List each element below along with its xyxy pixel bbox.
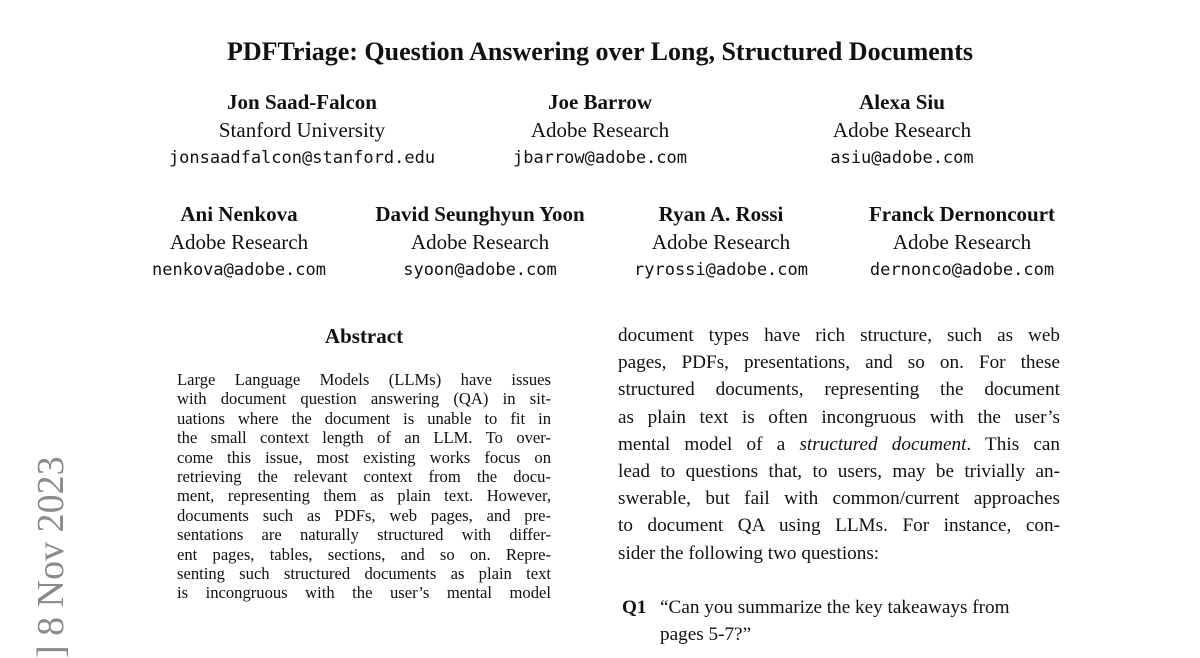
author-name: Franck Dernoncourt [868, 202, 1056, 226]
author-affiliation: Adobe Research [832, 118, 972, 142]
author-affiliation: Adobe Research [530, 118, 670, 142]
body-line: document types have rich structure, such as web [618, 325, 1060, 346]
question-text-continued: pages 5-7?” [660, 624, 752, 646]
author-affiliation: Adobe Research [169, 230, 309, 254]
body-text: . This can [966, 433, 1060, 455]
abstract-line: senting such structured documents as plain text [177, 564, 551, 584]
abstract-body [177, 370, 551, 603]
abstract-line: uations where the document is unable to fit in [177, 408, 551, 428]
author-email: ryrossi@adobe.com [634, 260, 808, 280]
abstract-line: is incongruous with the user’s mental model [177, 583, 551, 603]
author-affiliation: Adobe Research [651, 230, 791, 254]
body-text: mental model of a [618, 433, 800, 455]
question-text: “Can you summarize the key takeaways from [660, 597, 1010, 618]
author-block [513, 88, 687, 172]
body-line: structured documents, representing the document [618, 379, 1060, 401]
abstract-line: come this issue, most existing works focus on [177, 447, 551, 467]
abstract-line: ent pages, tables, sections, and so on. Repre- [177, 544, 551, 564]
question-item [622, 594, 1010, 648]
abstract-line: sentations are naturally structured with differ- [177, 525, 551, 545]
abstract-line: the small context length of an LLM. To over- [177, 428, 551, 448]
author-name: David Seunghyun Yoon [375, 202, 585, 226]
author-name: Joe Barrow [547, 90, 652, 114]
author-email: jbarrow@adobe.com [513, 148, 687, 168]
author-affiliation: Adobe Research [410, 230, 550, 254]
paper-title: PDFTriage: Question Answering over Long, Structured Documents [226, 37, 974, 66]
abstract-line: Large Language Models (LLMs) have issues [177, 370, 551, 389]
emphasis-text: structured document [799, 433, 967, 455]
author-email: syoon@adobe.com [403, 260, 557, 280]
author-block [169, 88, 435, 172]
arxiv-sidebar-stamp: ] 8 Nov 2023 [30, 456, 72, 658]
author-block [375, 200, 584, 284]
body-line: to document QA using LLMs. For instance, con- [618, 515, 1060, 537]
author-email: dernonco@adobe.com [869, 260, 1055, 280]
author-name: Jon Saad-Falcon [227, 90, 377, 114]
abstract-line: documents such as PDFs, web pages, and pre- [177, 505, 551, 525]
author-name: Ryan A. Rossi [658, 202, 784, 226]
author-email: asiu@adobe.com [830, 148, 974, 168]
abstract-line: retrieving the relevant context from the docu- [177, 467, 551, 487]
body-line: lead to questions that, to users, may be trivially an- [618, 461, 1060, 483]
author-block [634, 200, 808, 284]
body-line-mental-model [618, 431, 1060, 458]
abstract-line: with document question answering (QA) in sit- [177, 389, 551, 409]
abstract-line: ment, representing them as plain text. However, [177, 486, 551, 506]
intro-paragraph [618, 322, 1060, 567]
author-name: Alexa Siu [859, 90, 945, 114]
body-line: as plain text is often incongruous with the user’s [618, 406, 1060, 428]
abstract-heading: Abstract [324, 324, 404, 348]
body-line: sider the following two questions: [618, 542, 880, 564]
author-block [152, 200, 326, 284]
author-block [830, 88, 973, 172]
question-label: Q1 [622, 597, 647, 618]
author-email: jonsaadfalcon@stanford.edu [168, 148, 436, 168]
author-affiliation: Stanford University [218, 118, 386, 142]
author-affiliation: Adobe Research [892, 230, 1032, 254]
body-line: swerable, but fail with common/current approaches [618, 488, 1060, 510]
author-email: nenkova@adobe.com [152, 260, 326, 280]
author-name: Ani Nenkova [180, 202, 298, 226]
body-line: pages, PDFs, presentations, and so on. For these [618, 352, 1060, 374]
author-block [869, 200, 1055, 284]
